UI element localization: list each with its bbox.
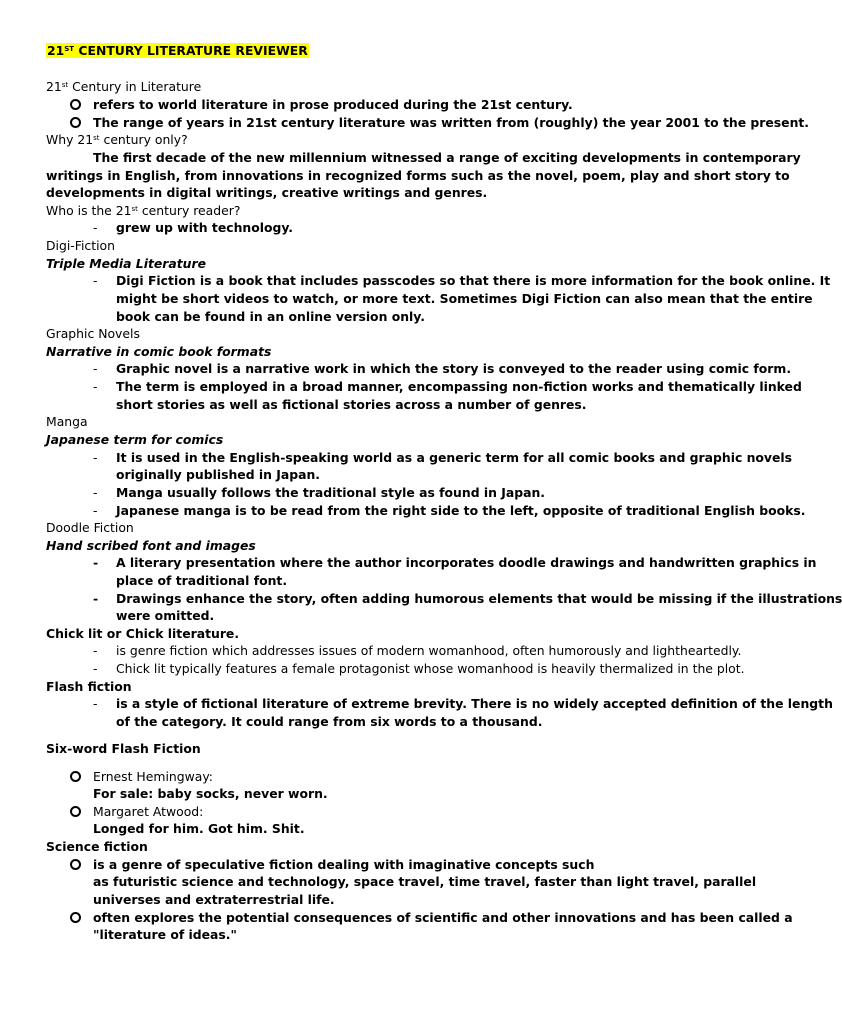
list-item-line: is a style of fictional literature of extreme brevity. There is no widely accepted definition of the length — [116, 696, 833, 711]
paragraph-line: The first decade of the new millennium witnessed a range of exciting developments in contemporary — [93, 150, 801, 165]
list-item-line: might be short videos to watch, or more text. Sometimes Digi Fiction can also mean that the entire — [116, 291, 813, 306]
bullet-circle-icon — [70, 99, 81, 110]
section-heading-doodle-fiction: Doodle Fiction — [46, 520, 134, 535]
list-item: Chick lit typically features a female protagonist whose womanhood is heavily thermalized in the plot. — [116, 661, 745, 676]
bullet-dash-icon: - — [93, 696, 98, 711]
bullet-circle-icon — [70, 117, 81, 128]
bullet-dash-icon: - — [93, 273, 98, 288]
section-subheading: Hand scribed font and images — [46, 538, 256, 553]
bullet-dash-icon: - — [93, 555, 99, 570]
bullet-dash-icon: - — [93, 591, 99, 606]
quote-text: For sale: baby socks, never worn. — [93, 786, 328, 801]
list-item-line: A literary presentation where the author incorporates doodle drawings and handwritten graphics in — [116, 555, 817, 570]
list-item-line: short stories as well as fictional stories across a number of genres. — [116, 397, 587, 412]
list-item-line: universes and extraterrestrial life. — [93, 892, 335, 907]
section-heading-six-word: Six-word Flash Fiction — [46, 741, 201, 756]
paragraph-line: writings in English, from innovations in recognized forms such as the novel, poem, play and short story to — [46, 168, 790, 183]
section-heading-graphic-novels: Graphic Novels — [46, 326, 140, 341]
section-heading-why: Why 21st century only? — [46, 132, 188, 147]
list-item: Graphic novel is a narrative work in which the story is conveyed to the reader using comic form. — [116, 361, 792, 376]
bullet-circle-icon — [70, 771, 81, 782]
section-heading-chick-lit: Chick lit or Chick literature. — [46, 626, 240, 641]
bullet-circle-icon — [70, 912, 81, 923]
list-item-line: book can be found in an online version only. — [116, 309, 425, 324]
quote-text: Longed for him. Got him. Shit. — [93, 821, 305, 836]
list-item-line: is a genre of speculative fiction dealing with imaginative concepts such — [93, 857, 595, 872]
bullet-dash-icon: - — [93, 220, 98, 235]
paragraph-line: developments in digital writings, creative writings and genres. — [46, 185, 488, 200]
bullet-circle-icon — [70, 859, 81, 870]
list-item: is genre fiction which addresses issues of modern womanhood, often humorously and lightheartedly. — [116, 643, 742, 658]
page-title: 21ST CENTURY LITERATURE REVIEWER — [47, 43, 308, 58]
bullet-dash-icon: - — [93, 643, 98, 658]
list-item-line: Digi Fiction is a book that includes passcodes so that there is more information for the book online. It — [116, 273, 831, 288]
section-heading-21st-century: 21st Century in Literature — [46, 79, 202, 94]
section-subheading: Triple Media Literature — [46, 256, 207, 271]
list-item-line: as futuristic science and technology, space travel, time travel, faster than light travel, parallel — [93, 874, 757, 889]
list-item: Manga usually follows the traditional style as found in Japan. — [116, 485, 545, 500]
list-item-line: of the category. It could range from six words to a thousand. — [116, 714, 543, 729]
list-item-line: "literature of ideas." — [93, 927, 237, 942]
bullet-dash-icon: - — [93, 361, 98, 376]
list-item-line: often explores the potential consequences of scientific and other innovations and has been called a — [93, 910, 793, 925]
list-item-line: place of traditional font. — [116, 573, 288, 588]
list-item-line: were omitted. — [116, 608, 215, 623]
list-item: grew up with technology. — [116, 220, 294, 235]
quote-author: Margaret Atwood: — [93, 804, 204, 819]
list-item: refers to world literature in prose produced during the 21st century. — [93, 97, 573, 112]
section-subheading: Japanese term for comics — [46, 432, 224, 447]
bullet-dash-icon: - — [93, 450, 98, 465]
bullet-circle-icon — [70, 806, 81, 817]
list-item-line: The term is employed in a broad manner, encompassing non-fiction works and thematically linked — [116, 379, 802, 394]
list-item: The range of years in 21st century literature was written from (roughly) the year 2001 to the present. — [93, 115, 810, 130]
list-item: Japanese manga is to be read from the right side to the left, opposite of traditional English books. — [116, 503, 806, 518]
bullet-dash-icon: - — [93, 661, 98, 676]
quote-author: Ernest Hemingway: — [93, 769, 213, 784]
bullet-dash-icon: - — [93, 379, 98, 394]
section-heading-flash-fiction: Flash fiction — [46, 679, 132, 694]
bullet-dash-icon: - — [93, 485, 98, 500]
section-heading-science-fiction: Science fiction — [46, 839, 148, 854]
bullet-dash-icon: - — [93, 503, 98, 518]
section-subheading: Narrative in comic book formats — [46, 344, 272, 359]
list-item-line: It is used in the English-speaking world as a generic term for all comic books and graphic novels — [116, 450, 793, 465]
list-item-line: Drawings enhance the story, often adding humorous elements that would be missing if the illustrations — [116, 591, 842, 606]
section-heading-manga: Manga — [46, 414, 88, 429]
list-item-line: originally published in Japan. — [116, 467, 321, 482]
section-heading-digi-fiction: Digi-Fiction — [46, 238, 115, 253]
section-heading-reader: Who is the 21st century reader? — [46, 203, 241, 218]
